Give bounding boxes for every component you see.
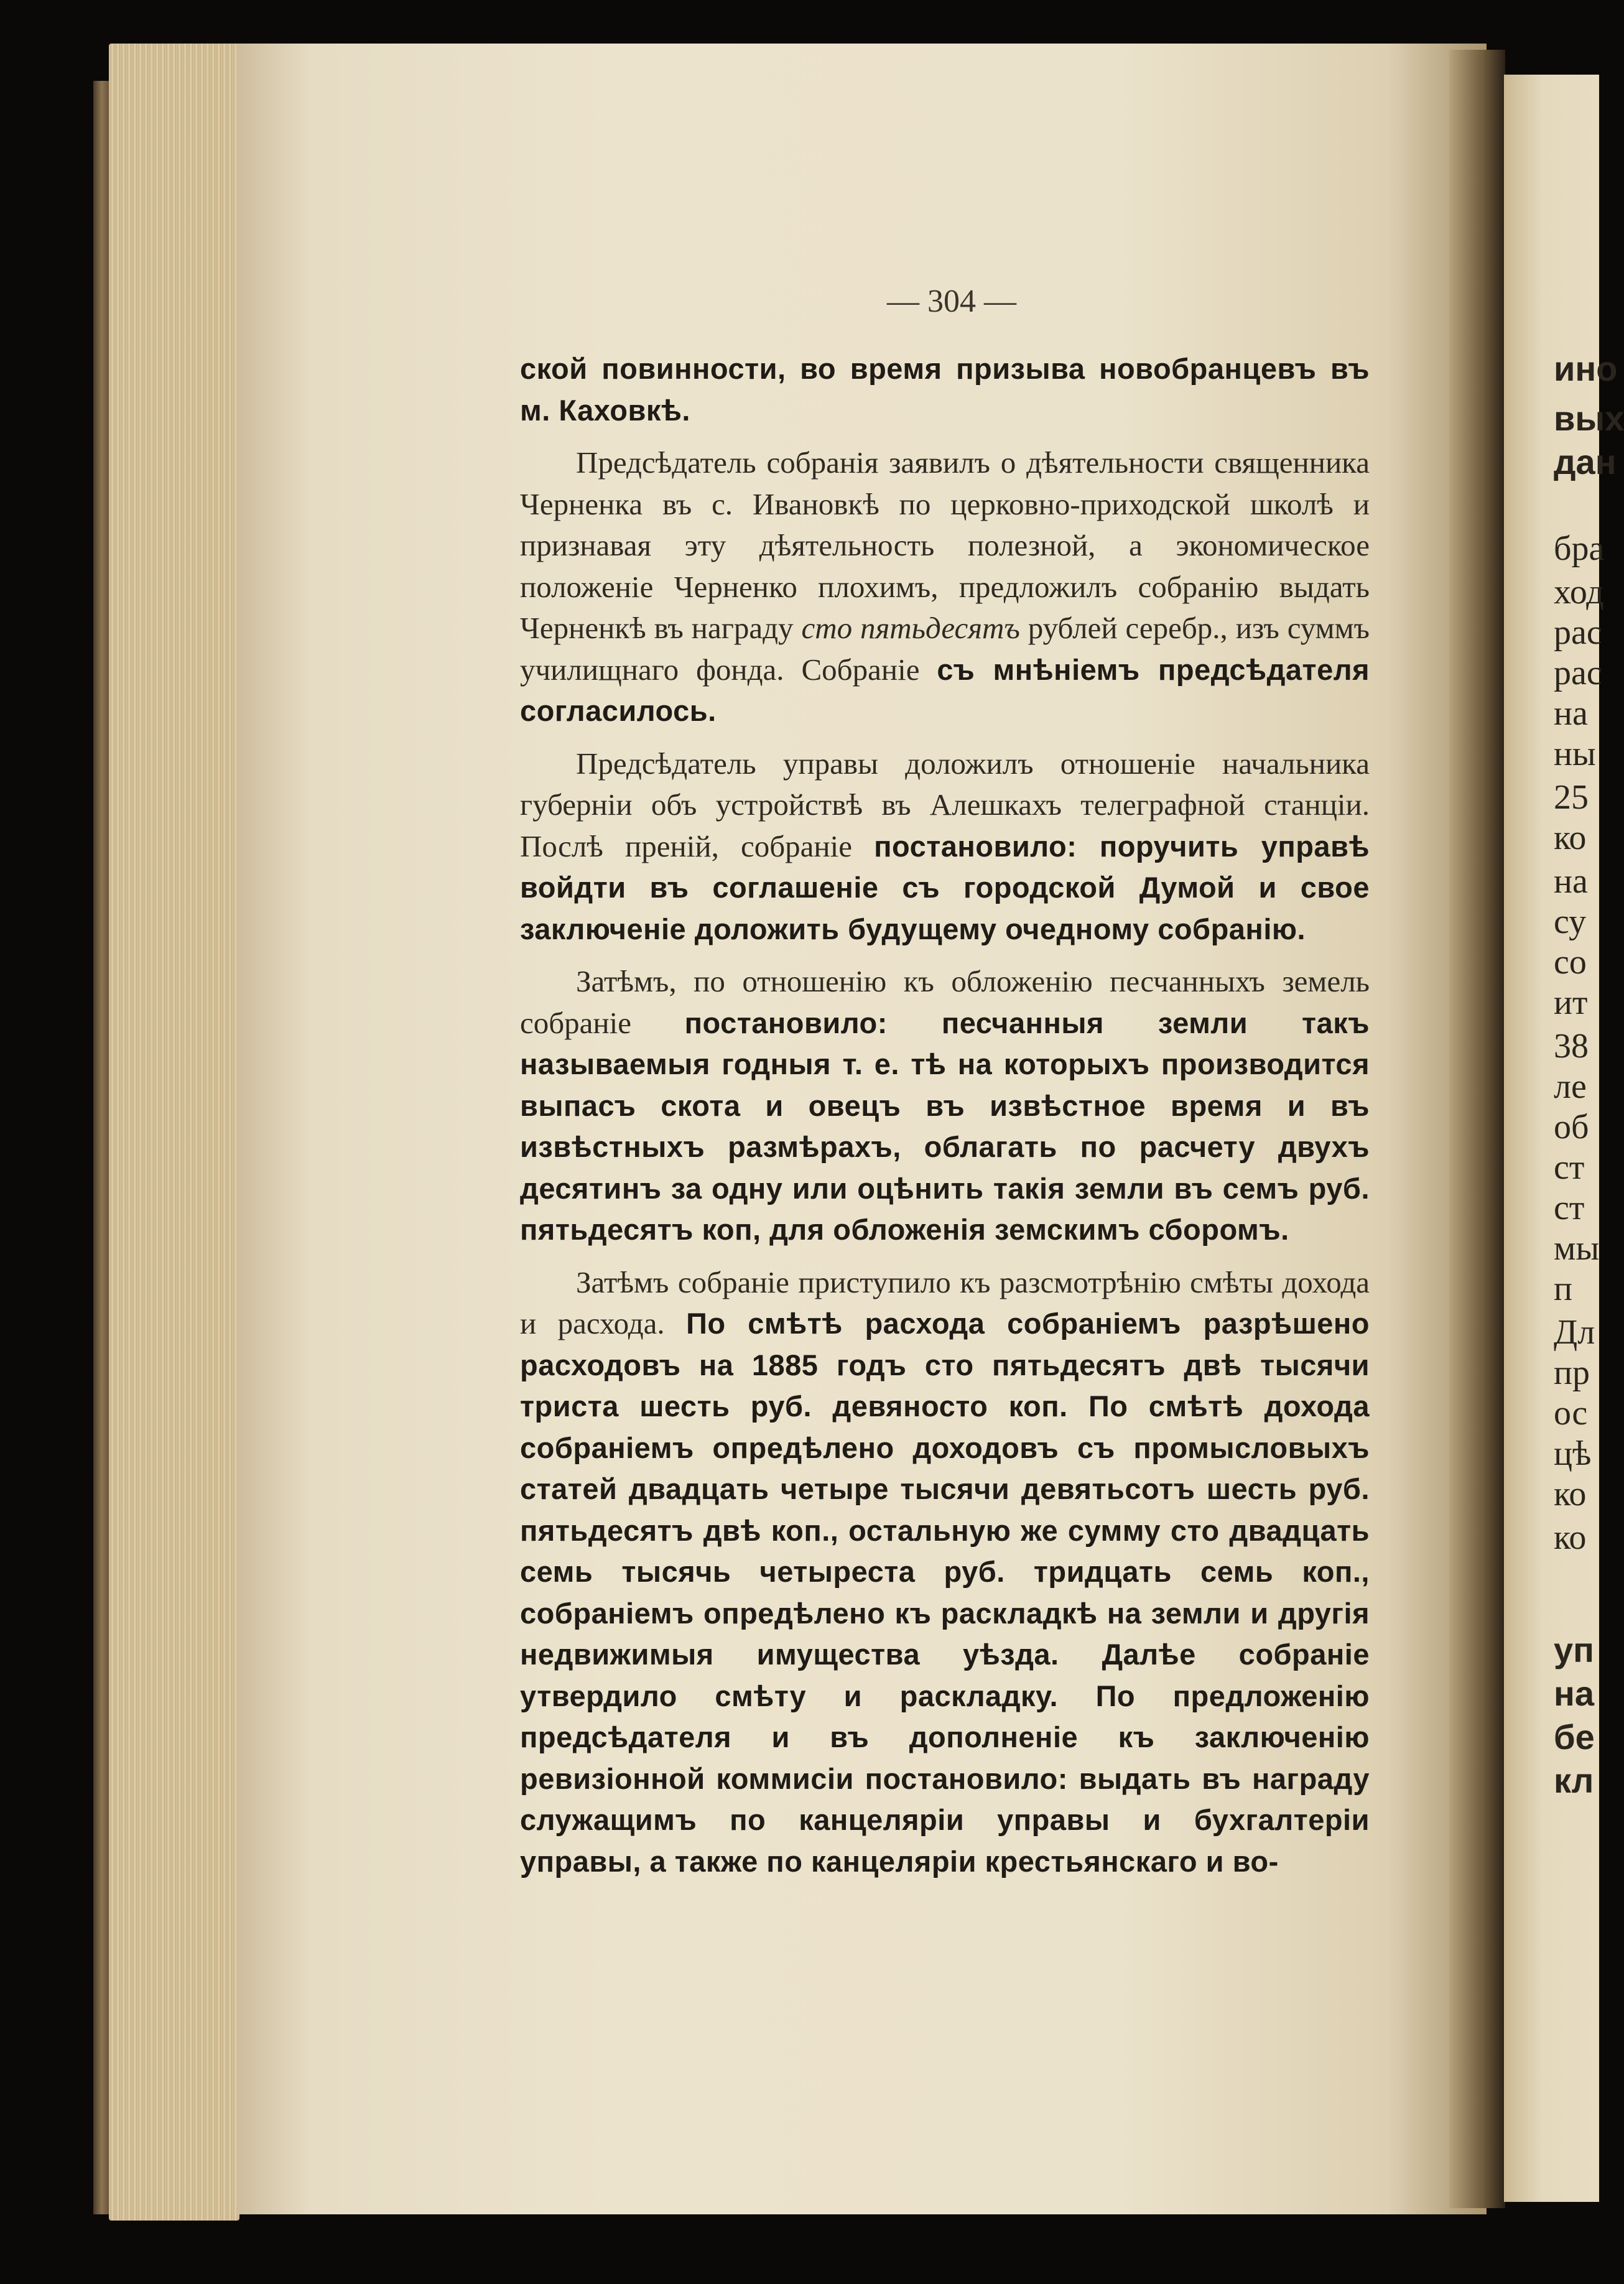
next-page-line-fragment: рас bbox=[1554, 654, 1602, 692]
next-page-line-fragment: су bbox=[1554, 903, 1587, 941]
text-segment: Предсѣдатель управы доложилъ отношеніе начальника губерніи объ устройствѣ въ Алешкахъ телеграфной станціи. Послѣ преній, собраніе bbox=[520, 746, 1370, 863]
next-page-line-fragment: ит bbox=[1554, 983, 1588, 1022]
next-page-line-fragment: бе bbox=[1554, 1717, 1595, 1757]
next-page-line-fragment: 38 bbox=[1554, 1027, 1589, 1065]
page-stack-edges bbox=[109, 44, 239, 2221]
next-page-line-fragment: ко bbox=[1554, 1518, 1587, 1557]
bold-text-segment: съ мнѣніемъ предсѣдателя согласилось. bbox=[520, 652, 1370, 727]
paragraph bbox=[520, 442, 1370, 732]
next-page-line-fragment: ход bbox=[1554, 573, 1604, 611]
next-page-line-fragment: на bbox=[1554, 862, 1588, 901]
bold-text-segment: По смѣтѣ расхода собраніемъ разрѣшено расходовъ на 1885 годъ сто пятьдесятъ двѣ тысячи триста шесть руб. девяносто коп. По смѣтѣ дохода собраніемъ опредѣлено доходовъ съ промысловыхъ статей двадцать четыре тысячи девятьсотъ шесть руб. пятьдесятъ двѣ коп., остальную же сумму сто двадцать семь тысячь четыреста руб. тридцать семь коп., собраніемъ опредѣлено къ раскладкѣ на земли и другія недвижимыя имущества уѣзда. Далѣе собраніе утвердило смѣту и раскладку. По предложенію предсѣдателя и въ дополненіе къ заключенію ревизіонной коммисіи постановило: выдать въ награду служащимъ по канцеляріи управы и бухгалтеріи управы, а также по канцеляріи крестьянскаго и во- bbox=[520, 1307, 1370, 1878]
next-page-line-fragment: со bbox=[1554, 943, 1587, 982]
next-page-line-fragment: ос bbox=[1554, 1394, 1588, 1432]
bold-text-segment: ской повинности, во время призыва новобранцевъ въ м. Каховкѣ. bbox=[520, 352, 1370, 427]
book-gutter bbox=[1449, 50, 1505, 2208]
next-page-line-fragment: дан bbox=[1554, 442, 1617, 481]
next-page-line-fragment: об bbox=[1554, 1108, 1589, 1146]
next-page-line-fragment: мы bbox=[1554, 1229, 1600, 1268]
next-page-line-fragment: вых bbox=[1554, 399, 1624, 438]
bold-text-segment: постановило: поручить управѣ войдти въ соглашеніе съ городской Думой и свое заключеніе доложить будущему очедному собранію. bbox=[520, 829, 1370, 945]
paragraph bbox=[520, 743, 1370, 950]
next-page-line-fragment: бра bbox=[1554, 529, 1605, 568]
next-page-line-fragment: пр bbox=[1554, 1353, 1590, 1392]
next-page-line-fragment: ны bbox=[1554, 735, 1596, 773]
paragraph bbox=[520, 348, 1370, 431]
next-page-line-fragment: уп bbox=[1554, 1630, 1594, 1669]
next-page-line-fragment: Дл bbox=[1554, 1313, 1595, 1352]
text-segment: рублей серебр., изъ суммъ училищнаго фонда. Собраніе bbox=[520, 611, 1370, 687]
next-page-line-fragment: на bbox=[1554, 694, 1588, 733]
text-segment: Предсѣдатель собранія заявилъ о дѣятельности священника Черненка въ с. Ивановкѣ по церковно-приходской школѣ и признавая эту дѣятельность полезной, а экономическое положеніе Черненко плохимъ, предложилъ собранію выдать Черненкѣ въ награду bbox=[520, 445, 1370, 645]
next-page-line-fragment: ко bbox=[1554, 1475, 1587, 1513]
next-page-line-fragment: рас bbox=[1554, 613, 1602, 652]
next-page-line-fragment: ко bbox=[1554, 819, 1587, 857]
next-page-line-fragment: ст bbox=[1554, 1148, 1585, 1187]
page-body-text bbox=[520, 348, 1370, 1893]
page-number: — 304 — bbox=[887, 284, 1016, 319]
paragraph bbox=[520, 1262, 1370, 1883]
next-page-line-fragment: цѣ bbox=[1554, 1434, 1592, 1473]
next-page-line-fragment: ино bbox=[1554, 349, 1618, 388]
bold-text-segment: постановило: песчанныя земли такъ называемыя годныя т. е. тѣ на которыхъ производится выпасъ скота и овецъ въ извѣстное время и въ извѣстныхъ размѣрахъ, облагать по расчету двухъ десятинъ за одну или оцѣнить такія земли въ семъ руб. пятьдесятъ коп, для обложенія земскимъ сборомъ. bbox=[520, 1006, 1370, 1246]
next-page-line-fragment: на bbox=[1554, 1674, 1594, 1713]
paragraph bbox=[520, 961, 1370, 1251]
text-segment: Затѣмъ, по отношенію къ обложенію песчанныхъ земель собраніе bbox=[520, 964, 1370, 1040]
italic-text-segment: сто пятьдесятъ bbox=[801, 611, 1020, 645]
text-segment: Затѣмъ собраніе приступило къ разсмотрѣнію смѣты дохода и расхода. bbox=[520, 1265, 1370, 1340]
next-page-line-fragment: кл bbox=[1554, 1761, 1594, 1800]
next-page-line-fragment: 25 bbox=[1554, 778, 1589, 817]
next-page-line-fragment: п bbox=[1554, 1270, 1572, 1308]
right-page-fragment bbox=[1504, 75, 1624, 2202]
next-page-line-fragment: ст bbox=[1554, 1189, 1585, 1227]
next-page-line-fragment: ле bbox=[1554, 1067, 1587, 1106]
